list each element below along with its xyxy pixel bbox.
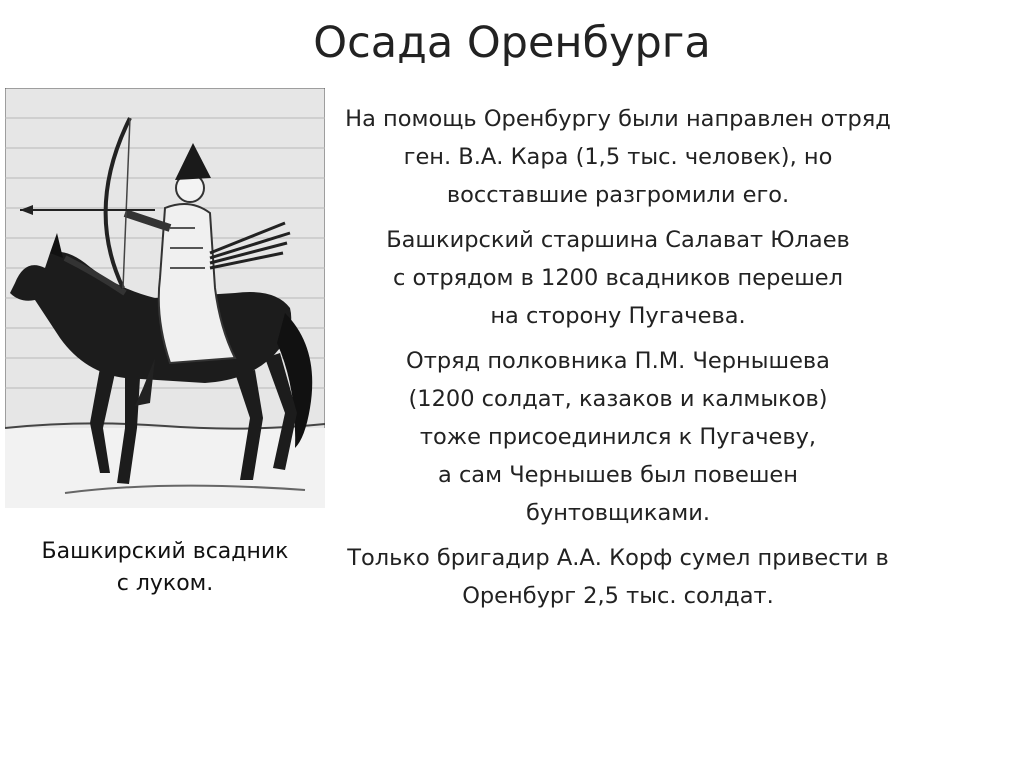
paragraph-line: тоже присоединился к Пугачеву,: [419, 424, 817, 450]
slide-body-text: [338, 100, 898, 622]
paragraph-line: Только бригадир А.А. Корф сумел привести в: [347, 545, 889, 571]
caption-line: Башкирский всадник: [41, 539, 289, 564]
slide-title: Осада Оренбурга: [313, 18, 711, 68]
paragraph: [338, 342, 898, 532]
paragraph: [338, 539, 898, 615]
paragraph-line: восставшие разгромили его.: [446, 182, 790, 208]
paragraph: [338, 100, 898, 214]
paragraph-line: бунтовщиками.: [526, 500, 710, 526]
paragraph-line: с отрядом в 1200 всадников перешел: [392, 265, 844, 291]
paragraph-line: Башкирский старшина Салават Юлаев: [386, 227, 850, 253]
paragraph: [338, 221, 898, 335]
paragraph-line: Оренбург 2,5 тыс. солдат.: [462, 583, 774, 609]
paragraph-line: (1200 солдат, казаков и калмыков): [408, 386, 828, 412]
caption-line: с луком.: [116, 571, 214, 596]
paragraph-line: а сам Чернышев был повешен: [438, 462, 798, 488]
bashkir-horseman-illustration: [5, 88, 325, 508]
illustration-caption: [10, 536, 320, 600]
paragraph-line: на сторону Пугачева.: [490, 303, 746, 329]
paragraph-line: Отряд полковника П.М. Чернышева: [406, 348, 830, 374]
paragraph-line: ген. В.А. Кара (1,5 тыс. человек), но: [403, 144, 833, 170]
paragraph-line: На помощь Оренбургу были направлен отряд: [345, 106, 891, 132]
